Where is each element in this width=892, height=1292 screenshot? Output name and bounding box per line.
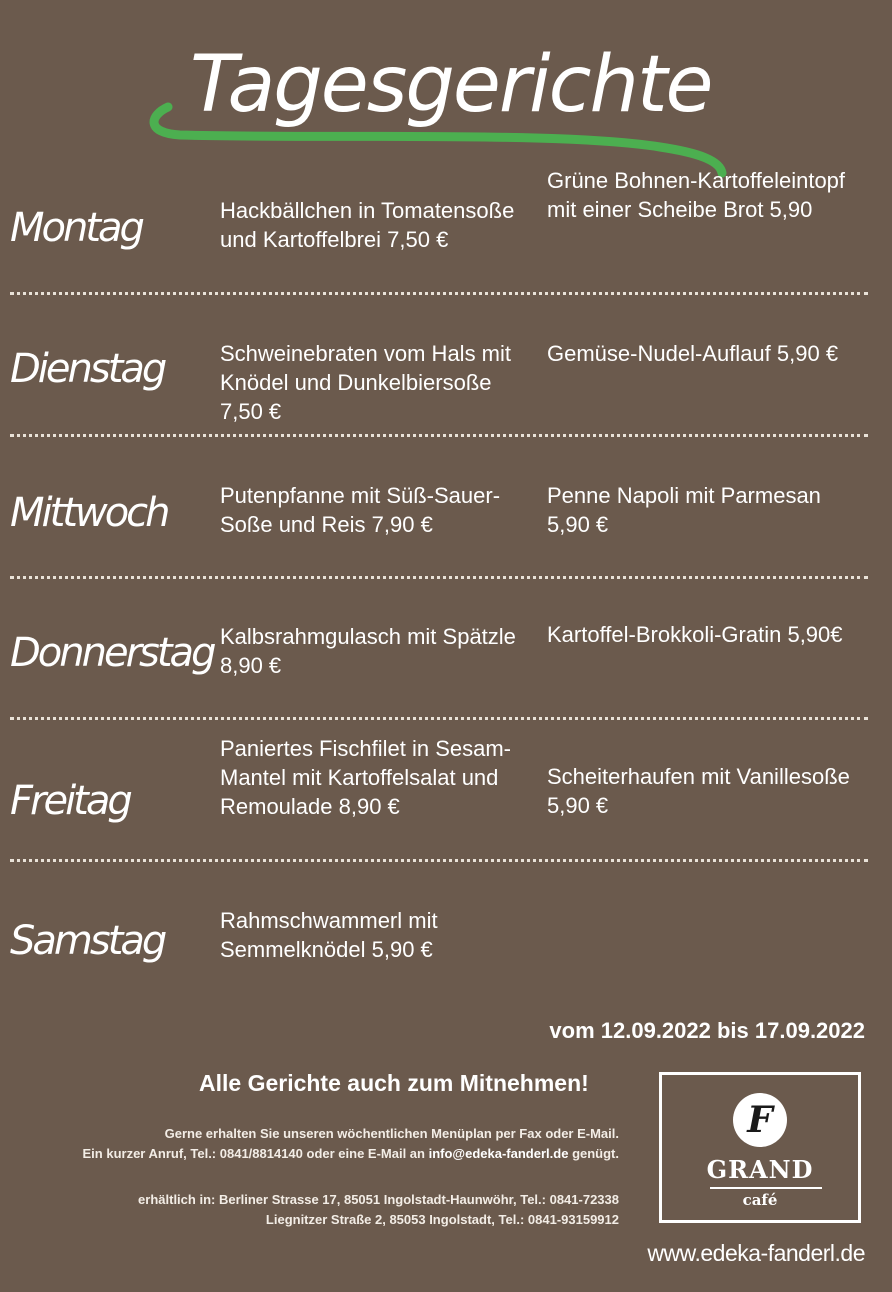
grand-cafe-logo — [659, 1072, 861, 1223]
dish-main: Schweinebraten vom Hals mit Knödel und Dunkelbiersoße 7,50 € — [220, 341, 512, 424]
day-label: Mittwoch — [10, 490, 168, 536]
dish-alternative: Gemüse-Nudel-Auflauf 5,90 € — [547, 341, 839, 366]
logo-name: GRAND — [706, 1155, 814, 1184]
dish-alternative: Scheiterhaufen mit Vanillesoße 5,90 € — [547, 764, 850, 818]
dish-alternative: Grüne Bohnen-Kartoffeleintopf mit einer Scheibe Brot 5,90 — [547, 168, 846, 222]
day-label: Dienstag — [10, 346, 165, 392]
takeaway-note: Alle Gerichte auch zum Mitnehmen! — [199, 1070, 589, 1096]
dish-main: Hackbällchen in Tomatensoße und Kartoffelbrei 7,50 € — [220, 198, 515, 252]
day-label: Donnerstag — [10, 630, 214, 676]
day-label: Samstag — [10, 918, 165, 964]
info-text: genügt. — [572, 1146, 619, 1161]
info-line-contact — [83, 1144, 619, 1164]
dotted-divider — [10, 576, 868, 579]
dotted-divider — [10, 292, 868, 295]
info-text: Ein kurzer Anruf, Tel.: 0841/8814140 oder eine E-Mail an — [82, 1146, 425, 1161]
email-link[interactable]: info@edeka-fanderl.de — [428, 1146, 569, 1161]
location-line: erhältlich in: Berliner Strasse 17, 85051 Ingolstadt-Haunwöhr, Tel.: 0841-72338 — [138, 1192, 619, 1207]
valid-period: vom 12.09.2022 bis 17.09.2022 — [549, 1018, 865, 1043]
locations-info — [138, 1190, 619, 1230]
day-label: Montag — [10, 205, 142, 251]
dish-main: Putenpfanne mit Süß-Sauer-Soße und Reis 7,90 € — [220, 483, 501, 537]
logo-monogram-icon: F — [733, 1093, 787, 1147]
location-line: Liegnitzer Straße 2, 85053 Ingolstadt, Tel.: 0841-93159912 — [265, 1212, 619, 1227]
dish-main: Kalbsrahmgulasch mit Spätzle 8,90 € — [220, 624, 516, 678]
dish-main: Rahmschwammerl mit Semmelknödel 5,90 € — [220, 908, 438, 962]
dotted-divider — [10, 717, 868, 720]
info-line: Gerne erhalten Sie unseren wöchentlichen Menüplan per Fax oder E-Mail. — [164, 1126, 619, 1141]
dish-alternative: Kartoffel-Brokkoli-Gratin 5,90€ — [547, 622, 843, 647]
dish-alternative: Penne Napoli mit Parmesan 5,90 € — [547, 483, 821, 537]
logo-divider — [710, 1187, 822, 1189]
page-title: Tagesgerichte — [190, 40, 712, 130]
newsletter-info — [83, 1124, 619, 1164]
dotted-divider — [10, 859, 868, 862]
logo-subtitle: café — [742, 1191, 778, 1209]
dotted-divider — [10, 434, 868, 437]
website-url[interactable]: www.edeka-fanderl.de — [647, 1240, 865, 1266]
dish-main: Paniertes Fischfilet in Sesam-Mantel mit Kartoffelsalat und Remoulade 8,90 € — [220, 736, 511, 819]
day-label: Freitag — [10, 778, 130, 824]
